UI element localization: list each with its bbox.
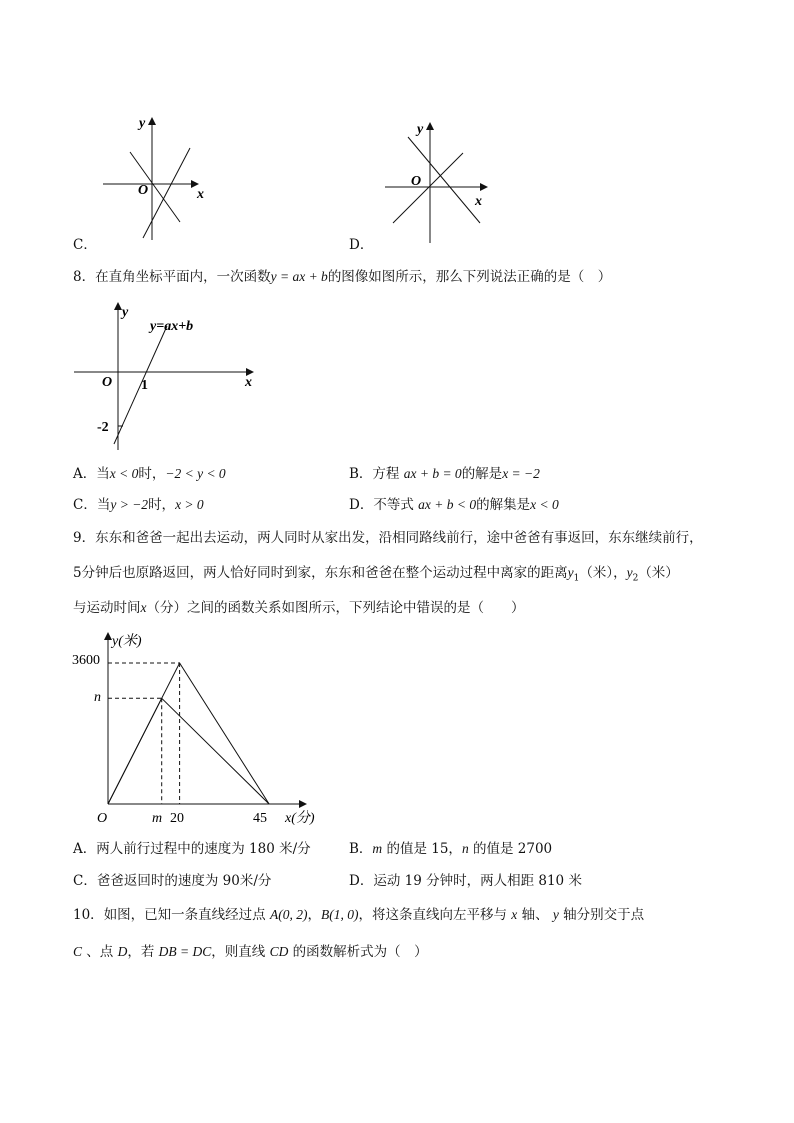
q9-line-1: 9．东东和爸爸一起出去运动，两人同时从家出发，沿相同路线前行，途中爸爸有事返回，东东继续前行， (73, 530, 703, 546)
x-tick-20: 20 (170, 811, 184, 826)
y-tick-3600: 3600 (72, 653, 100, 668)
q7-option-c-label: C． (73, 237, 97, 253)
y-label: y (417, 122, 424, 137)
origin-label: O (102, 375, 113, 390)
x-label: x (197, 187, 204, 202)
q9-option-c: C．爸爸返回时的速度为 90米/分 (73, 873, 272, 889)
q8-option-a: A．当x < 0时，−2 < y < 0 (73, 466, 226, 482)
q8-stem-before: 在直角坐标平面内，一次函数 (95, 269, 271, 285)
q8-option-b: B．方程 ax + b = 0的解是x = −2 (349, 466, 540, 482)
q8-option-c: C．当y > −2时，x > 0 (73, 497, 204, 513)
x-label: x (245, 375, 252, 390)
q8-formula: y = ax + b (270, 269, 328, 284)
q9-line-3: 与运动时间x（分）之间的函数关系如图所示，下列结论中错误的是（ ） (73, 600, 525, 616)
y-label: y (139, 116, 146, 131)
x-axis-label: x(分) (285, 811, 315, 826)
series-line-1 (108, 663, 269, 804)
q9-line-2: 5分钟后也原路返回，两人恰好同时到家，东东和爸爸在整个运动过程中离家的距离$y_1$（米），$y_2$（米） (73, 565, 679, 584)
origin-label: O (411, 174, 422, 189)
q10-line-2: C 、点 D，若 DB = DC，则直线 CD 的函数解析式为（ ） (73, 944, 428, 960)
q8-stem-after: 的图像如图所示，那么下列说法正确的是（ ） (327, 269, 612, 285)
q7-graph-c (95, 110, 215, 240)
x-tick-m: m (152, 811, 163, 826)
q8-number: 8． (73, 269, 96, 285)
line-2 (143, 148, 190, 238)
q9-number: 9． (73, 530, 96, 546)
q9-chart (70, 628, 330, 828)
x-tick-45: 45 (253, 811, 267, 826)
x-intercept-label: 1 (141, 378, 148, 393)
origin-label: O (138, 183, 149, 198)
y-label: y (122, 305, 129, 320)
q10-line-1: 10．如图，已知一条直线经过点 A(0, 2)，B(1, 0)，将这条直线向左平移与 x 轴、 y 轴分别交于点 (73, 907, 645, 923)
y-tick-n: n (94, 690, 101, 705)
y-axis-label: y(米) (112, 634, 142, 649)
x-tick-o: O (97, 811, 108, 826)
q8-stem (73, 267, 611, 287)
q10-number: 10． (73, 907, 104, 923)
q9-option-d: D．运动 19 分钟时，两人相距 810 米 (349, 873, 582, 889)
line-label: y=ax+b (150, 319, 194, 334)
q9-option-b: B．m 的值是 15，n 的值是 2700 (349, 841, 553, 857)
q8-option-d: D．不等式 ax + b < 0的解集是x < 0 (349, 497, 559, 513)
y-intercept-label: -2 (97, 420, 109, 435)
q7-option-d-label: D． (349, 237, 374, 253)
x-label: x (475, 194, 482, 209)
line-2 (393, 153, 463, 223)
q8-graph (70, 300, 260, 450)
series-line-2 (108, 698, 269, 804)
q9-option-a: A．两人前行过程中的速度为 180 米/分 (73, 841, 311, 857)
q7-graph-d (375, 115, 495, 245)
